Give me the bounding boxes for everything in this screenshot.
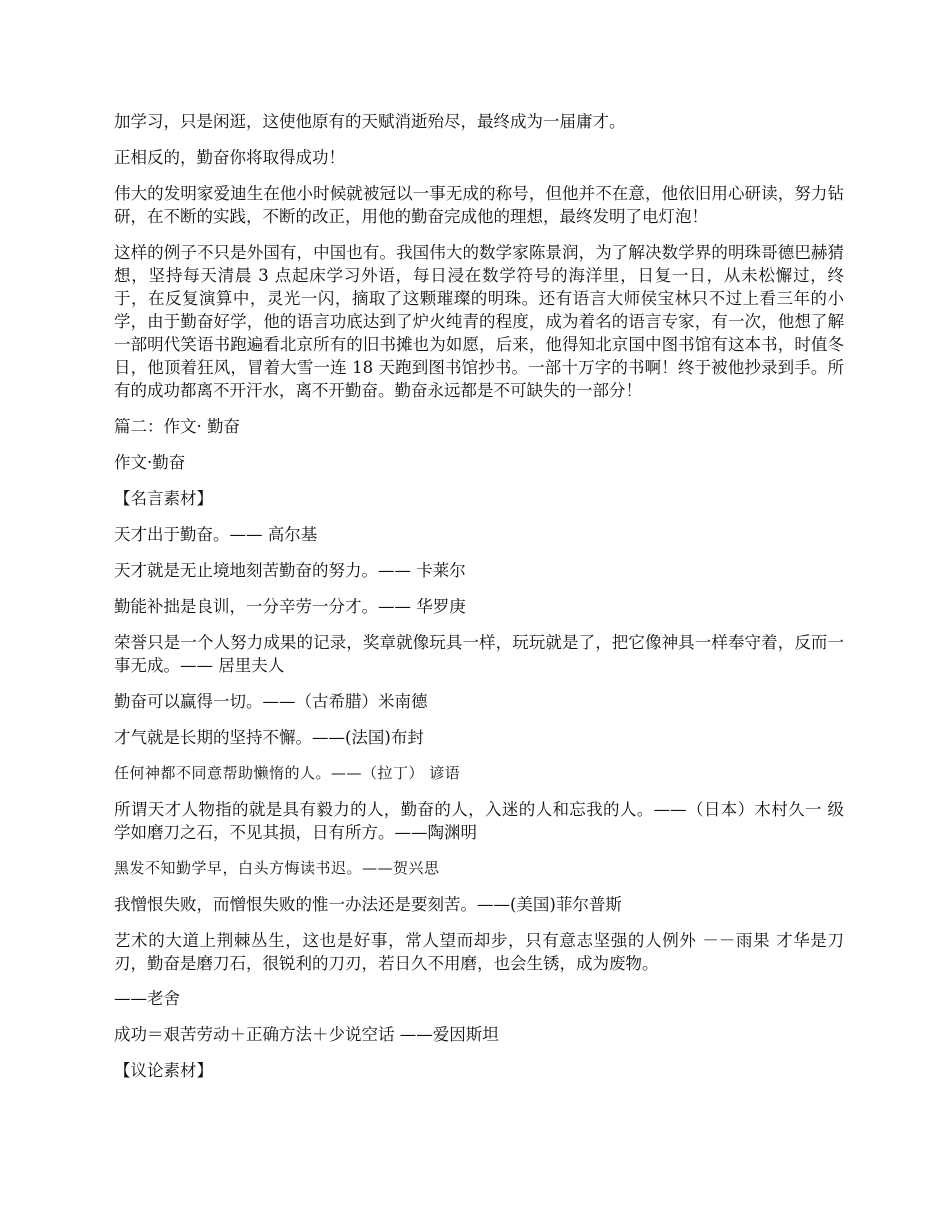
quote-line: 成功＝艰苦劳动＋正确方法＋少说空话 ——爱因斯坦 [114, 1025, 499, 1044]
paragraph: 伟大的发明家爱迪生在他小时候就被冠以一事无成的称号，但他并不在意，他依旧用心研读，努力钻研，在不断的实践，不断的改正，用他的勤奋完成他的理想，最终发明了电灯泡！ [114, 184, 844, 226]
subsection-heading: 【议论素材】 [114, 1061, 213, 1080]
subsection-heading: 【名言素材】 [114, 489, 213, 508]
quote-line: 艺术的大道上荆棘丛生，这也是好事，常人望而却步，只有意志坚强的人例外 －－雨果 才华是刀刃，勤奋是磨刀石，很锐利的刀刃，若日久不用磨，也会生锈，成为废物。 [114, 931, 844, 973]
article-title: 作文·勤奋 [114, 453, 186, 472]
quote-line: 才气就是长期的坚持不懈。——(法国)布封 [114, 728, 424, 747]
paragraph: 加学习，只是闲逛，这使他原有的天赋消逝殆尽，最终成为一届庸才。 [114, 112, 626, 131]
quote-line: 勤奋可以赢得一切。——（古希腊）米南德 [114, 692, 428, 711]
quote-line: 黑发不知勤学早，白头方悔读书迟。——贺兴思 [114, 859, 440, 877]
section-heading: 篇二：作文· 勤奋 [114, 417, 240, 436]
quote-line: 勤能补拙是良训，一分辛劳一分才。—— 华罗庚 [114, 597, 466, 616]
quote-attribution: ——老舍 [114, 989, 180, 1008]
quote-line: 天才就是无止境地刻苦勤奋的努力。—— 卡莱尔 [114, 561, 466, 580]
quote-line: 天才出于勤奋。—— 高尔基 [114, 525, 318, 544]
paragraph: 正相反的，勤奋你将取得成功！ [114, 148, 345, 167]
quote-line: 荣誉只是一个人努力成果的记录，奖章就像玩具一样，玩玩就是了，把它像神具一样奉守着，反而一事无成。—— 居里夫人 [114, 633, 844, 675]
quote-line: 所谓天才人物指的就是具有毅力的人，勤奋的人，入迷的人和忘我的人。——（日本）木村久一 级学如磨刀之石，不见其损，日有所方。——陶渊明 [114, 800, 844, 842]
quote-line: 我憎恨失败，而憎恨失败的惟一办法还是要刻苦。——(美国)菲尔普斯 [114, 895, 622, 914]
quote-line: 任何神都不同意帮助懒惰的人。——（拉丁） 谚语 [114, 764, 461, 782]
paragraph: 这样的例子不只是外国有，中国也有。我国伟大的数学家陈景润，为了解决数学界的明珠哥德巴赫猜想，坚持每天清晨 3 点起床学习外语，每日浸在数学符号的海洋里，日复一日，从未松懈过，终于，在反复演算中，灵光一闪，摘取了这颗璀璨的明珠。还有语言大师侯宝林只不过上看三年的小学，由于勤奋好学，他的语言功底达到了炉火纯青的程度，成为着名的语言专家，有一次，他想了解一部明代笑语书跑遍看北京所有的旧书摊也为如愿，后来，他得知北京国中图书馆有这本书，时值冬日，他顶着狂风，冒着大雪一连 18 天跑到图书馆抄书。一部十万字的书啊！终于被他抄录到手。所有的成功都离不开汗水，离不开勤奋。勤奋永远都是不可缺失的一部分！ [114, 243, 844, 400]
document-page [114, 110, 844, 1095]
